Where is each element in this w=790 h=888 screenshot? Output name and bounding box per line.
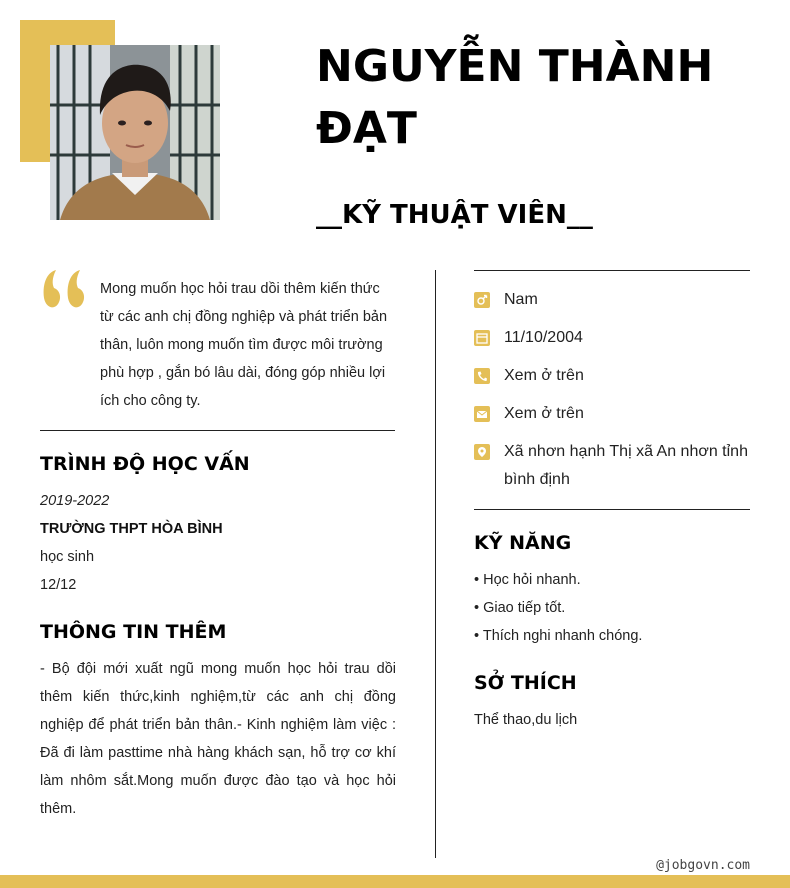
footer-bar (0, 875, 790, 888)
education-school: TRƯỜNG THPT HÒA BÌNH (40, 521, 223, 537)
education-entry (40, 487, 400, 599)
education-period: 2019-2022 (40, 493, 110, 509)
phone-icon (474, 368, 490, 384)
education-title: TRÌNH ĐỘ HỌC VẤN (40, 453, 250, 475)
location-icon (474, 444, 490, 460)
divider (40, 430, 395, 431)
additional-info-text: - Bộ đội mới xuất ngũ mong muốn học hỏi trau dồi thêm kiến thức,kinh nghiệm,từ các anh chị đồng nghiệp để phát triển bản thân.- Kinh nghiệm làm việc : Đã đi làm pasttime nhà hàng khách sạn, hỗ trợ cơ khí làm nhôm sắt.Mong muốn được đào tạo và học hỏi thêm. (40, 661, 396, 817)
profile-photo (50, 45, 220, 220)
education-role: học sinh (40, 549, 95, 565)
contact-address-value: Xã nhơn hạnh Thị xã An nhơn tỉnh bình định (504, 443, 748, 488)
contact-phone-value: Xem ở trên (504, 367, 584, 384)
gender-icon (474, 292, 490, 308)
contact-info (474, 286, 750, 504)
career-objective: Mong muốn học hỏi trau dồi thêm kiến thức từ các anh chị đồng nghiệp và phát triển bản thân, luôn mong muốn tìm được môi trường phù hợp , gắn bó lâu dài, đóng góp nhiều lợi ích cho công ty. (100, 281, 388, 409)
education-grade: 12/12 (40, 577, 77, 593)
calendar-icon (474, 330, 490, 346)
skill-item: • Giao tiếp tốt. (474, 600, 566, 616)
contact-birthday (474, 324, 750, 352)
column-divider (435, 270, 436, 858)
contact-gender-value: Nam (504, 291, 538, 308)
hobbies-text: Thể thao,du lịch (474, 712, 578, 728)
candidate-name: NGUYỄN THÀNH ĐẠT (316, 41, 714, 154)
additional-info-title: THÔNG TIN THÊM (40, 621, 227, 643)
contact-gender (474, 286, 750, 314)
contact-phone (474, 362, 750, 390)
hobbies-title: SỞ THÍCH (474, 672, 577, 694)
skill-item: • Thích nghi nhanh chóng. (474, 628, 643, 644)
skill-item: • Học hỏi nhanh. (474, 572, 581, 588)
email-icon (474, 406, 490, 422)
skills-list (474, 566, 754, 650)
divider (474, 509, 750, 510)
contact-address (474, 438, 750, 494)
job-title: __KỸ THUẬT VIÊN__ (316, 200, 593, 230)
watermark: @jobgovn.com (656, 858, 750, 873)
skills-title: KỸ NĂNG (474, 532, 572, 554)
contact-email (474, 400, 750, 428)
divider (474, 270, 750, 271)
contact-birthday-value: 11/10/2004 (504, 329, 583, 346)
contact-email-value: Xem ở trên (504, 405, 584, 422)
quote-icon (40, 268, 88, 329)
